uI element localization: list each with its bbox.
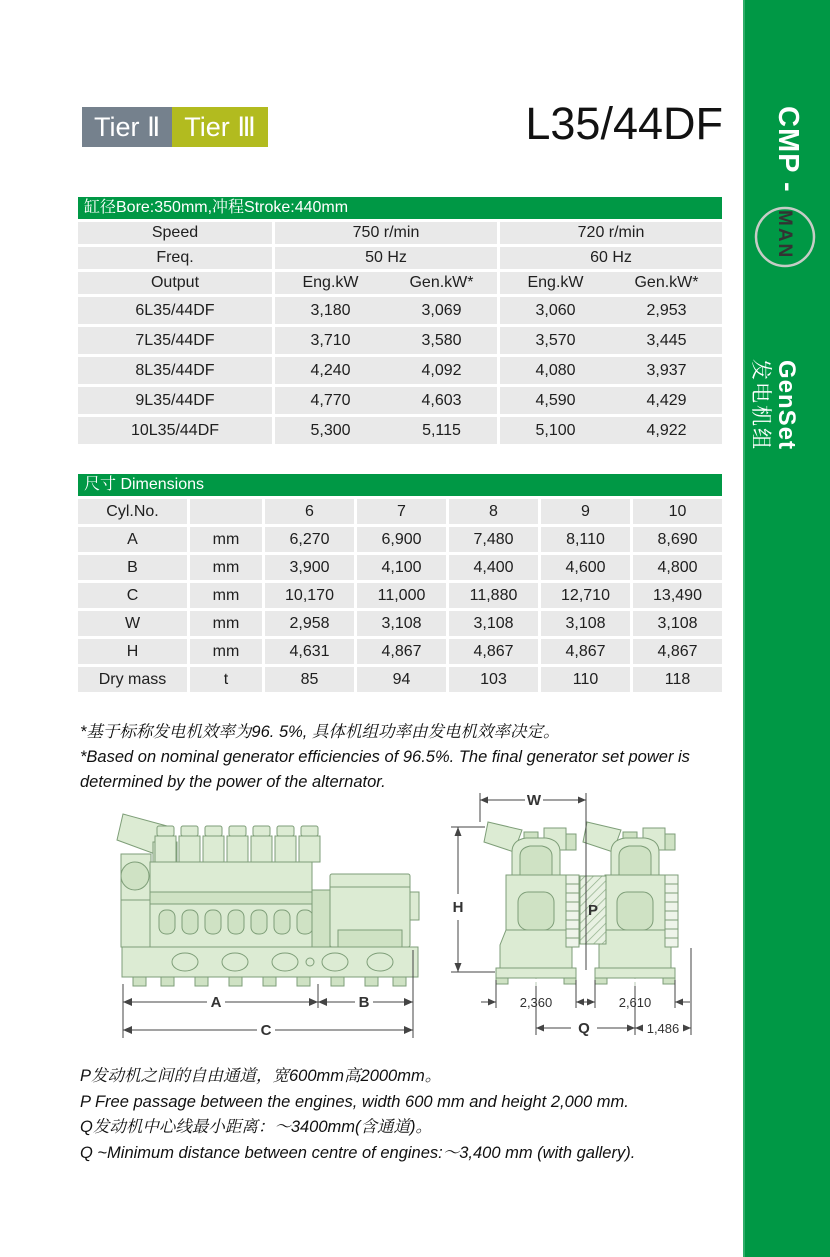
table-row [78, 387, 722, 414]
table-row [78, 667, 722, 692]
eng-kw-value: 3,060 [535, 301, 576, 319]
table-row [78, 583, 722, 608]
eng-kw-value: 3,570 [535, 331, 576, 349]
dim-value: 4,400 [449, 555, 538, 580]
dim-value-2360: 2,360 [519, 995, 553, 1010]
dim-label: A [78, 527, 187, 552]
table-row [78, 527, 722, 552]
values-50hz [275, 417, 497, 444]
engine-end-view-drawing [443, 780, 733, 1058]
dim-unit: mm [190, 583, 262, 608]
dim-value: 11,000 [357, 583, 446, 608]
values-60hz [500, 417, 722, 444]
dim-value: 10,170 [265, 583, 354, 608]
table-row-output-head [78, 272, 722, 294]
table-row [78, 327, 722, 354]
values-60hz [500, 387, 722, 414]
dim-value: 8,110 [541, 527, 630, 552]
eng-kw-value: 3,180 [310, 301, 351, 319]
col-eng-kw: Eng.kW [527, 274, 584, 291]
dim-value: 110 [541, 667, 630, 692]
cyl-count: 10 [633, 499, 722, 524]
eng-kw-value: 4,770 [310, 391, 351, 409]
gen-kw-value: 3,445 [646, 331, 687, 349]
model-name: 9L35/44DF [78, 387, 272, 414]
dim-value: 13,490 [633, 583, 722, 608]
table-row [78, 639, 722, 664]
speed-60hz: 720 r/min [500, 222, 722, 244]
col-eng-kw: Eng.kW [302, 274, 359, 291]
dim-label-w: W [526, 792, 542, 809]
col-gen-kw: Gen.kW* [634, 274, 699, 291]
table-row [78, 417, 722, 444]
dim-unit: mm [190, 611, 262, 636]
values-50hz [275, 357, 497, 384]
dim-value: 8,690 [633, 527, 722, 552]
tier2-badge: Tier Ⅱ [82, 107, 172, 147]
passage-label-p: P [587, 902, 599, 919]
values-60hz [500, 297, 722, 324]
model-name: 10L35/44DF [78, 417, 272, 444]
output-cols-60 [500, 272, 722, 294]
gen-kw-value: 4,603 [421, 391, 462, 409]
dim-value: 94 [357, 667, 446, 692]
eng-kw-value: 3,710 [310, 331, 351, 349]
cyl-count: 9 [541, 499, 630, 524]
dim-label: H [78, 639, 187, 664]
dim-label-a: A [210, 994, 222, 1011]
tier-badges [82, 107, 268, 147]
engine-side-view-drawing [95, 792, 445, 1052]
model-name: 6L35/44DF [78, 297, 272, 324]
man-logo [743, 200, 830, 275]
col-gen-kw: Gen.kW* [409, 274, 474, 291]
left-engine-section [484, 822, 579, 1012]
gen-kw-value: 4,922 [646, 421, 687, 439]
generator-note-cn: *基于标称发电机效率为96. 5%, 具体机组功率由发电机效率决定。 [80, 723, 560, 741]
output-label: Output [78, 272, 272, 294]
dim-value: 3,900 [265, 555, 354, 580]
cyl-count: 8 [449, 499, 538, 524]
dim-value: 4,100 [357, 555, 446, 580]
model-name: 7L35/44DF [78, 327, 272, 354]
speed-label: Speed [78, 222, 272, 244]
genset-cn-text: 发电机组 [749, 359, 772, 451]
dim-value: 3,108 [357, 611, 446, 636]
passage-notes [80, 1064, 730, 1166]
tier3-badge: Tier Ⅲ [172, 107, 268, 147]
eng-kw-value: 5,300 [310, 421, 351, 439]
dim-value: 6,900 [357, 527, 446, 552]
dim-label-h: H [452, 899, 464, 916]
engine-side-body [117, 814, 419, 986]
dim-label: B [78, 555, 187, 580]
output-table-header: 缸径Bore:350mm,冲程Stroke:440mm [78, 197, 722, 219]
values-60hz [500, 327, 722, 354]
dim-value: 4,867 [541, 639, 630, 664]
unit-cell-empty [190, 499, 262, 524]
table-row [78, 297, 722, 324]
cyl-no-label: Cyl.No. [78, 499, 187, 524]
dim-value: 4,800 [633, 555, 722, 580]
dim-value: 3,108 [541, 611, 630, 636]
values-60hz [500, 357, 722, 384]
dim-value: 12,710 [541, 583, 630, 608]
dim-label-c: C [260, 1022, 272, 1039]
passage-note-p-en: P Free passage between the engines, width 600 mm and height 2,000 mm. [80, 1092, 629, 1111]
gen-kw-value: 4,429 [646, 391, 687, 409]
eng-kw-value: 4,240 [310, 361, 351, 379]
freq-label: Freq. [78, 247, 272, 269]
man-logo-text: MAN [774, 210, 795, 260]
dim-label: Dry mass [78, 667, 187, 692]
dimensions-table [78, 474, 722, 695]
output-cols-50 [275, 272, 497, 294]
page-title: L35/44DF [525, 98, 723, 149]
freq-50hz: 50 Hz [275, 247, 497, 269]
eng-kw-value: 4,080 [535, 361, 576, 379]
dim-value: 103 [449, 667, 538, 692]
dim-value-2610: 2,610 [618, 995, 652, 1010]
eng-kw-value: 4,590 [535, 391, 576, 409]
passage-note-q-cn: Q发动机中心线最小距离：～3400mm(含通道)。 [80, 1118, 433, 1136]
freq-60hz: 60 Hz [500, 247, 722, 269]
passage-note-q-en: Q ~Minimum distance between centre of engines:～3,400 mm (with gallery). [80, 1143, 636, 1162]
dim-label: W [78, 611, 187, 636]
cyl-count: 6 [265, 499, 354, 524]
dim-label-b: B [358, 994, 370, 1011]
table-row [78, 357, 722, 384]
table-row-speed [78, 222, 722, 244]
generator-note-en: *Based on nominal generator efficiencies of 96.5%. The final generator set power is determined by the power of the alternator. [80, 748, 690, 791]
dim-value: 4,600 [541, 555, 630, 580]
values-50hz [275, 387, 497, 414]
table-row-freq [78, 247, 722, 269]
gen-kw-value: 4,092 [421, 361, 462, 379]
dim-unit: mm [190, 639, 262, 664]
dim-value: 3,108 [449, 611, 538, 636]
values-50hz [275, 327, 497, 354]
table-row [78, 611, 722, 636]
dim-label: C [78, 583, 187, 608]
dim-value: 3,108 [633, 611, 722, 636]
model-name: 8L35/44DF [78, 357, 272, 384]
dim-value: 6,270 [265, 527, 354, 552]
dim-value: 2,958 [265, 611, 354, 636]
dim-label-q: Q [578, 1020, 590, 1037]
dim-value: 4,867 [357, 639, 446, 664]
genset-en-text: GenSet [773, 359, 800, 451]
dim-value: 85 [265, 667, 354, 692]
speed-50hz: 750 r/min [275, 222, 497, 244]
output-table [78, 197, 722, 447]
gen-kw-value: 5,115 [422, 421, 461, 439]
dim-value: 118 [633, 667, 722, 692]
passage-note-p-cn: P发动机之间的自由通道，宽600mm高2000mm。 [80, 1067, 442, 1085]
table-row [78, 555, 722, 580]
eng-kw-value: 5,100 [535, 421, 576, 439]
dim-value: 4,867 [633, 639, 722, 664]
gen-kw-value: 3,937 [646, 361, 687, 379]
dim-unit: mm [190, 527, 262, 552]
dim-unit: mm [190, 555, 262, 580]
gen-kw-value: 3,580 [421, 331, 462, 349]
sidebar-genset-label [747, 344, 799, 466]
cyl-count: 7 [357, 499, 446, 524]
values-50hz [275, 297, 497, 324]
dim-unit: t [190, 667, 262, 692]
dim-value: 11,880 [449, 583, 538, 608]
dim-value: 7,480 [449, 527, 538, 552]
table-row-cyl [78, 499, 722, 524]
dimensions-table-header: 尺寸 Dimensions [78, 474, 722, 496]
sidebar-brand-text: CMP - [772, 106, 804, 193]
dim-value: 4,867 [449, 639, 538, 664]
dim-value: 4,631 [265, 639, 354, 664]
gen-kw-value: 2,953 [646, 301, 687, 319]
dim-value-1486: 1,486 [646, 1021, 680, 1036]
gen-kw-value: 3,069 [421, 301, 462, 319]
